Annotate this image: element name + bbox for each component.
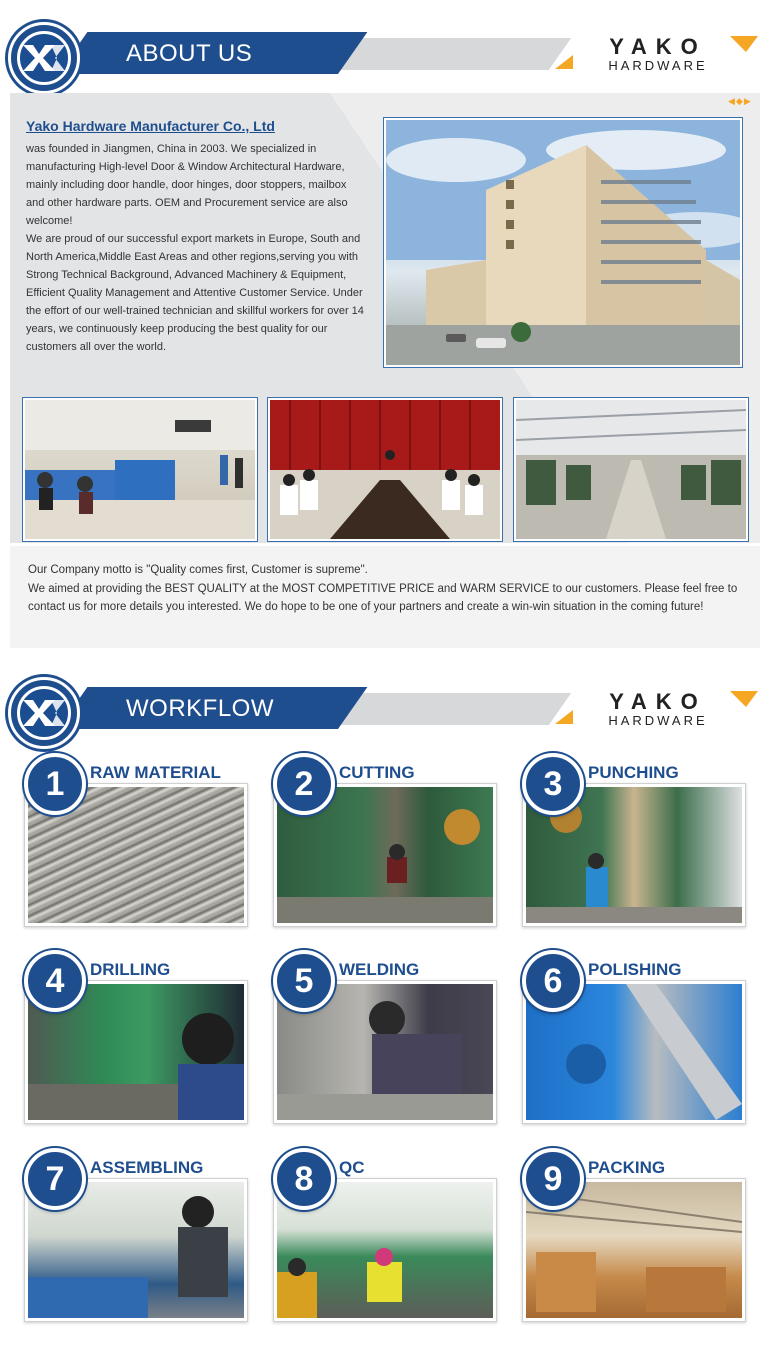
step-number-badge: 5 [273,950,335,1012]
motto-text [28,561,740,617]
office-photo [22,397,258,542]
step-label: RAW MATERIAL [90,763,221,782]
meeting-room-photo [267,397,503,542]
brand-subtitle: HARDWARE [608,713,708,728]
step-number-badge: 3 [522,753,584,815]
closing-paragraph: We aimed at providing the BEST QUALITY at the MOST COMPETITIVE PRICE and WARM SERVICE to our customers. Please feel free to contact us for more details you interested. We do hope to be one of your partners and create a win-win situation in the coming future! [28,582,738,613]
step-number-badge: 4 [24,950,86,1012]
section-title: WORKFLOW [126,695,274,722]
workflow-step-raw-material [24,753,248,935]
step-number-badge: 7 [24,1148,86,1210]
workshop-photo [513,397,749,542]
motto-line: Our Company motto is "Quality comes first, Customer is supreme". [28,564,368,576]
workflow-step-drilling [24,950,248,1132]
workflow-header [0,655,770,735]
brand-subtitle: HARDWARE [608,58,708,73]
step-label: ASSEMBLING [90,1158,204,1177]
brand-name: YAKO [609,689,707,714]
company-name: Yako Hardware Manufacturer Co., Ltd [26,118,275,134]
step-label: CUTTING [339,763,415,782]
about-markets: We are proud of our successful export markets in Europe, South and North America,Middle East Areas and other regions,serving you with Strong Technical Background, Advanced Machinery & Equipment, Efficient Quality Management and Attentive Customer Service. Under the effort of our well-trained technician and skillful workers for over 14 years, we continuously keep producing the best quality for our customers all over the world. [26,233,364,353]
orange-triangle-icon [555,55,573,69]
orange-triangle-icon [730,691,758,707]
workflow-step-cutting [273,753,497,935]
about-intro: was founded in Jiangmen, China in 2003. We specialized in manufacturing High-level Door & Window Architectural Hardware, mainly including door handle, door hinges, door stoppers, mailbox and other hardware parts. OEM and Procurement service are also welcome! [26,143,348,227]
orange-triangle-icon [555,710,573,724]
about-header [0,0,770,80]
step-number-badge: 8 [273,1148,335,1210]
step-number-badge: 2 [273,753,335,815]
workflow-step-qc [273,1148,497,1330]
workflow-step-packing [522,1148,746,1330]
orange-arrows-icon: ◀◆▶ [728,96,752,106]
step-label: PUNCHING [588,763,679,782]
yako-logo-icon [8,22,80,94]
workflow-step-assembling [24,1148,248,1330]
section-title: ABOUT US [126,40,253,67]
workflow-step-polishing [522,950,746,1132]
step-label: WELDING [339,960,420,979]
step-number-badge: 6 [522,950,584,1012]
orange-triangle-icon [730,36,758,52]
step-number-badge: 1 [24,753,86,815]
step-label: DRILLING [90,960,171,979]
yako-brand [602,691,714,728]
factory-building-photo [383,117,743,368]
yako-logo-icon [8,677,80,749]
workflow-step-welding [273,950,497,1132]
step-label: QC [339,1158,365,1177]
yako-brand [602,36,714,73]
step-number-badge: 9 [522,1148,584,1210]
workflow-step-punching [522,753,746,935]
about-paragraph [26,140,366,356]
step-label: PACKING [588,1158,666,1177]
step-label: POLISHING [588,960,682,979]
brand-name: YAKO [609,34,707,59]
